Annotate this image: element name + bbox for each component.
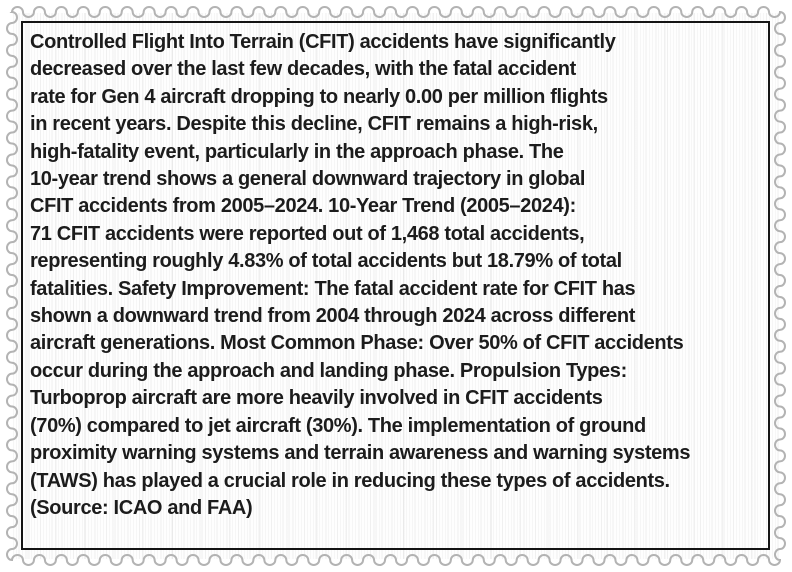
text-line: aircraft generations. Most Common Phase: Over 50% of CFIT accidents [30, 332, 684, 355]
text-line: Controlled Flight Into Terrain (CFIT) accidents have significantly [30, 31, 616, 53]
text-line: decreased over the last few decades, with the fatal accident [30, 58, 576, 81]
text-line: proximity warning systems and terrain awareness and warning systems [30, 442, 691, 465]
text-line: (Source: ICAO and FAA) [30, 496, 253, 519]
text-line: 10-year trend shows a general downward trajectory in global [30, 168, 586, 191]
text-line: representing roughly 4.83% of total accidents but 18.79% of total [30, 250, 622, 273]
text-line: high-fatality event, particularly in the approach phase. The [30, 140, 564, 163]
text-line: shown a downward trend from 2004 through 2024 across different [30, 305, 636, 328]
text-line: in recent years. Despite this decline, CFIT remains a high-risk, [30, 113, 598, 136]
text-line: (70%) compared to jet aircraft (30%). The implementation of ground [30, 414, 646, 437]
text-line: (TAWS) has played a crucial role in reducing these types of accidents. [30, 469, 670, 492]
text-line: Turboprop aircraft are more heavily involved in CFIT accidents [30, 387, 603, 410]
text-line: occur during the approach and landing phase. Propulsion Types: [30, 359, 627, 382]
text-line: fatalities. Safety Improvement: The fatal accident rate for CFIT has [30, 277, 636, 300]
text-line: 71 CFIT accidents were reported out of 1,468 total accidents, [30, 222, 585, 245]
text-frame [21, 21, 770, 550]
text-line: CFIT accidents from 2005–2024. 10-Year Trend (2005–2024): [30, 195, 576, 218]
text-line: rate for Gen 4 aircraft dropping to nearly 0.00 per million flights [30, 85, 608, 108]
